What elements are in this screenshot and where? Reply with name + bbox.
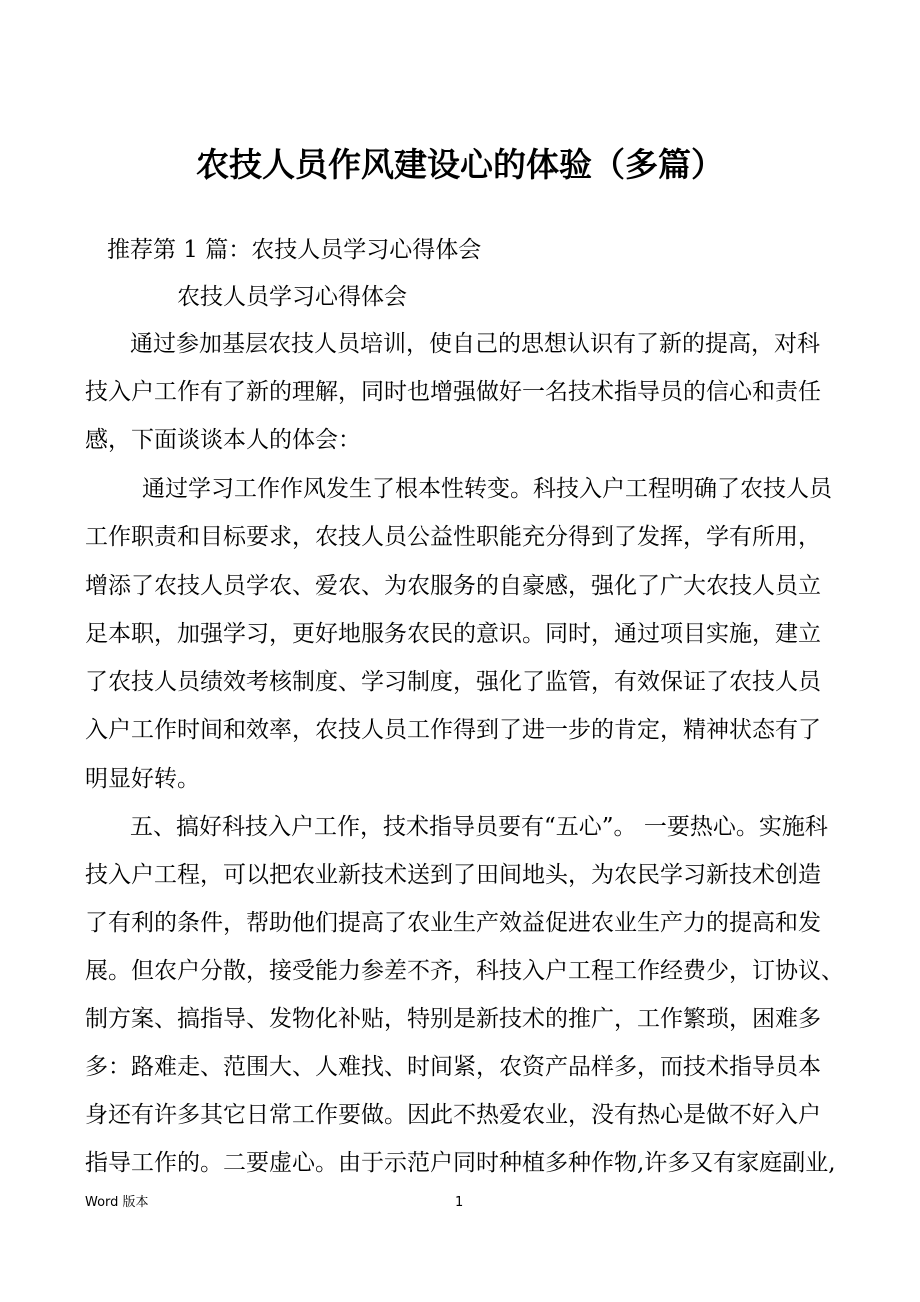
body-line: 明显好转。 [85,766,200,792]
body-line: 多：路难走、范围大、人难找、时间紧，农资产品样多，而技术指导员本 [85,1054,821,1080]
body-line: 通过参加基层农技人员培训，使自己的思想认识有了新的提高，对科 [130,331,820,357]
body-line: 了有利的条件，帮助他们提高了农业生产效益促进农业生产力的提高和发 [85,910,821,936]
body-line: 技入户工程，可以把农业新技术送到了田间地头，为农民学习新技术创造 [85,862,821,888]
body-line: 身还有许多其它日常工作要做。因此不热爱农业，没有热心是做不好入户 [85,1102,821,1128]
body-line: 展。但农户分散，接受能力参差不齐，科技入户工程工作经费少，订协议、 [85,958,844,984]
article-subtitle: 农技人员学习心得体会 [177,284,407,310]
document-title: 农技人员作风建设心的体验（多篇） [196,145,724,184]
body-line: 五、搞好科技入户工作，技术指导员要有“五心”。 一要热心。实施科 [130,814,828,840]
body-line: 入户工作时间和效率，农技人员工作得到了进一步的肯定，精神状态有了 [85,717,821,743]
body-line: 制方案、搞指导、发物化补贴，特别是新技术的推广，工作繁琐，困难多 [85,1006,821,1032]
body-line: 指导工作的。二要虚心。由于示范户同时种植多种作物,许多又有家庭副业, [85,1150,836,1176]
body-line: 增添了农技人员学农、爱农、为农服务的自豪感，强化了广大农技人员立 [85,573,821,599]
section-heading: 推荐第 1 篇：农技人员学习心得体会 [107,237,482,263]
page-number: 1 [455,1195,464,1210]
body-line: 感，下面谈谈本人的体会： [85,427,361,453]
footer-label: Word 版本 [85,1195,149,1210]
body-line: 工作职责和目标要求，农技人员公益性职能充分得到了发挥，学有所用， [85,524,821,550]
body-line: 技入户工作有了新的理解，同时也增强做好一名技术指导员的信心和责任 [85,379,821,405]
body-line: 了农技人员绩效考核制度、学习制度，强化了监管，有效保证了农技人员 [85,669,821,695]
body-line: 足本职，加强学习，更好地服务农民的意识。同时，通过项目实施，建立 [85,621,821,647]
body-line: 通过学习工作作风发生了根本性转变。科技入户工程明确了农技人员 [142,476,832,502]
